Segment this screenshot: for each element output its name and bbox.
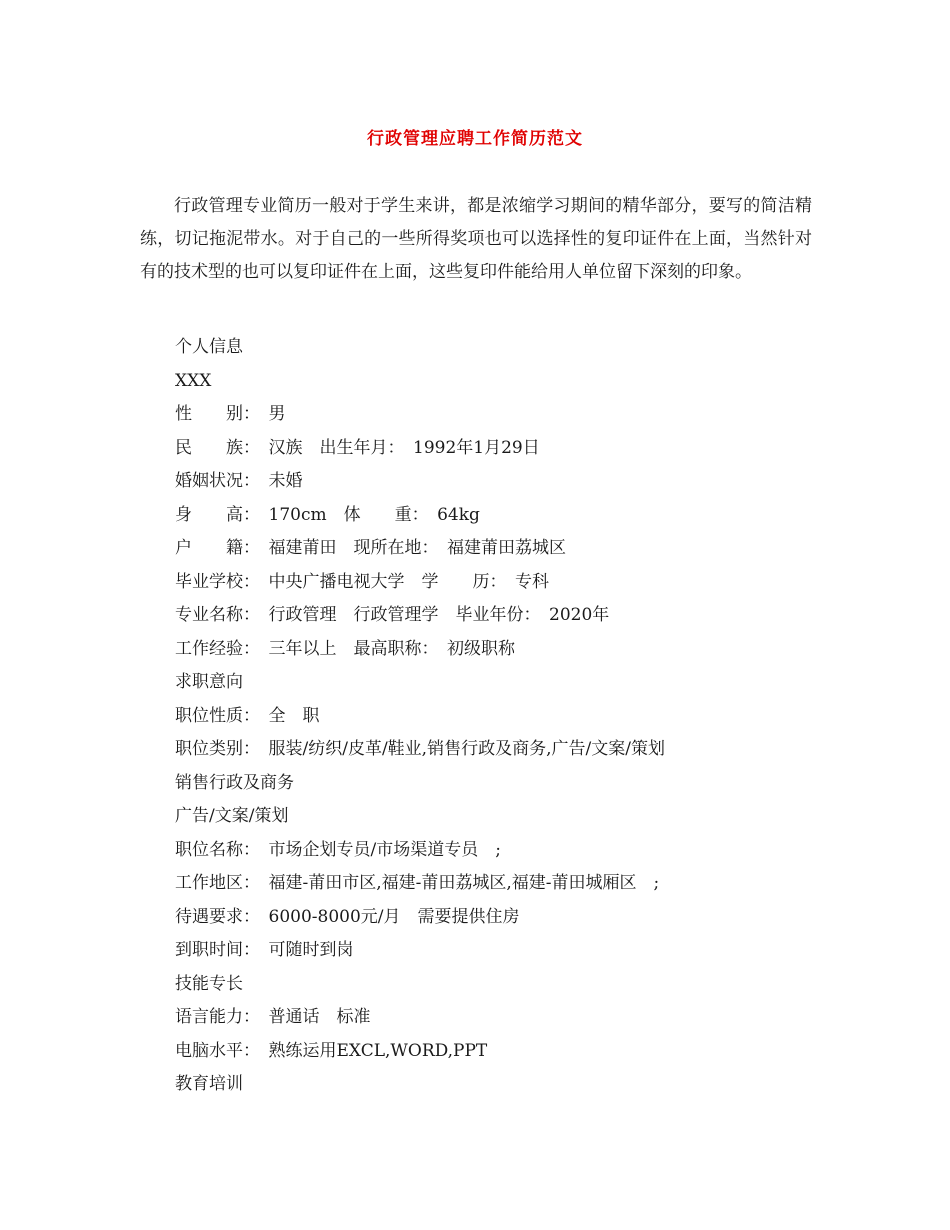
resume-line-job-nature: 职位性质： 全 职 <box>175 705 320 726</box>
resume-lines <box>175 331 815 1102</box>
section-heading-education: 教育培训 <box>175 1074 243 1094</box>
resume-line-computer: 电脑水平： 熟练运用EXCL,WORD,PPT <box>175 1040 488 1061</box>
intro-paragraph: 行政管理专业简历一般对于学生来讲，都是浓缩学习期间的精华部分，要写的简洁精练，切记拖泥带水。对于自己的一些所得奖项也可以选择性的复印证件在上面，当然针对有的技术型的也可以复印证件在上面，这些复印件能给用人单位留下深刻的印象。 <box>140 196 812 282</box>
resume-line-work-area: 工作地区： 福建-莆田市区,福建-莆田荔城区,福建-莆田城厢区 ; <box>175 873 660 893</box>
resume-line-language: 语言能力： 普通话 标准 <box>175 1007 371 1027</box>
resume-line-job-category: 职位类别： 服装/纺织/皮革/鞋业,销售行政及商务,广告/文案/策划 <box>175 739 665 759</box>
resume-line-job-title: 职位名称： 市场企划专员/市场渠道专员 ; <box>175 839 501 860</box>
document-title: 行政管理应聘工作简历范文 <box>367 129 583 149</box>
resume-line-category-sales: 销售行政及商务 <box>175 772 294 793</box>
resume-line-name: XXX <box>175 370 212 391</box>
section-heading-skills: 技能专长 <box>175 973 243 994</box>
resume-line-major: 专业名称： 行政管理 行政管理学 毕业年份： 2020年 <box>175 605 610 625</box>
resume-line-category-ads: 广告/文案/策划 <box>175 806 289 826</box>
resume-line-gender: 性 别： 男 <box>175 404 286 424</box>
resume-line-start-time: 到职时间： 可随时到岗 <box>175 940 354 960</box>
resume-line-marital: 婚姻状况： 未婚 <box>175 471 303 491</box>
resume-line-experience: 工作经验： 三年以上 最高职称： 初级职称 <box>175 638 515 659</box>
section-heading-job-intention: 求职意向 <box>175 672 243 692</box>
resume-line-salary: 待遇要求： 6000-8000元/月 需要提供住房 <box>175 906 520 927</box>
resume-line-residence: 户 籍： 福建莆田 现所在地： 福建莆田荔城区 <box>175 538 566 558</box>
section-heading-personal-info: 个人信息 <box>175 337 243 357</box>
resume-line-height-weight: 身 高： 170cm 体 重： 64kg <box>175 504 480 525</box>
resume-line-school: 毕业学校： 中央广播电视大学 学 历： 专科 <box>175 571 549 592</box>
resume-line-ethnicity-birth: 民 族： 汉族 出生年月： 1992年1月29日 <box>175 437 540 458</box>
